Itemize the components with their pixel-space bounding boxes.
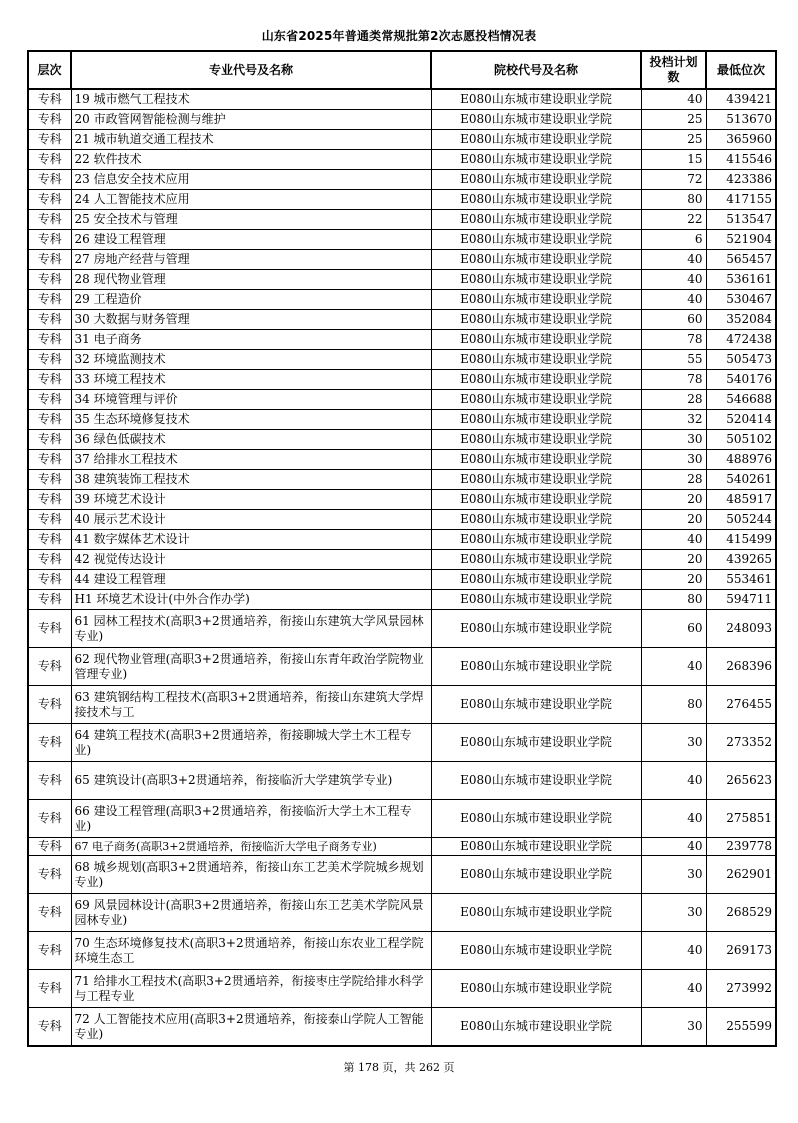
cell-plan: 20 (641, 550, 706, 570)
cell-plan: 78 (641, 330, 706, 350)
cell-rank: 530467 (706, 290, 776, 310)
cell-major: H1 环境艺术设计(中外合作办学) (71, 590, 431, 610)
cell-rank: 472438 (706, 330, 776, 350)
cell-level: 专科 (28, 686, 71, 724)
cell-rank: 365960 (706, 130, 776, 150)
cell-major: 62 现代物业管理(高职3+2贯通培养，衔接山东青年政治学院物业管理专业) (71, 648, 431, 686)
cell-plan: 15 (641, 150, 706, 170)
cell-plan: 40 (641, 762, 706, 800)
table-row (28, 190, 776, 210)
table-row (28, 932, 776, 970)
cell-rank: 417155 (706, 190, 776, 210)
cell-level: 专科 (28, 838, 71, 856)
cell-rank: 262901 (706, 856, 776, 894)
cell-plan: 40 (641, 290, 706, 310)
cell-school: E080山东城市建设职业学院 (431, 130, 641, 150)
cell-major: 71 给排水工程技术(高职3+2贯通培养，衔接枣庄学院给排水科学与工程专业 (71, 970, 431, 1008)
cell-plan: 40 (641, 270, 706, 290)
cell-plan: 30 (641, 450, 706, 470)
table-header-row (28, 51, 776, 89)
cell-rank: 265623 (706, 762, 776, 800)
cell-rank: 520414 (706, 410, 776, 430)
cell-plan: 40 (641, 800, 706, 838)
cell-level: 专科 (28, 350, 71, 370)
cell-plan: 40 (641, 648, 706, 686)
cell-major: 19 城市燃气工程技术 (71, 89, 431, 110)
cell-level: 专科 (28, 648, 71, 686)
cell-major: 26 建设工程管理 (71, 230, 431, 250)
cell-major: 32 环境监测技术 (71, 350, 431, 370)
cell-level: 专科 (28, 230, 71, 250)
cell-level: 专科 (28, 724, 71, 762)
cell-major: 29 工程造价 (71, 290, 431, 310)
cell-rank: 540261 (706, 470, 776, 490)
cell-plan: 30 (641, 430, 706, 450)
table-row (28, 490, 776, 510)
cell-plan: 40 (641, 932, 706, 970)
table-row (28, 510, 776, 530)
cell-level: 专科 (28, 390, 71, 410)
cell-rank: 439265 (706, 550, 776, 570)
cell-school: E080山东城市建设职业学院 (431, 894, 641, 932)
table-row (28, 686, 776, 724)
table-row (28, 350, 776, 370)
table-row (28, 800, 776, 838)
cell-major: 70 生态环境修复技术(高职3+2贯通培养，衔接山东农业工程学院环境生态工 (71, 932, 431, 970)
cell-plan: 40 (641, 530, 706, 550)
cell-school: E080山东城市建设职业学院 (431, 724, 641, 762)
cell-school: E080山东城市建设职业学院 (431, 430, 641, 450)
table-row (28, 290, 776, 310)
cell-major: 44 建设工程管理 (71, 570, 431, 590)
cell-rank: 505244 (706, 510, 776, 530)
cell-school: E080山东城市建设职业学院 (431, 530, 641, 550)
cell-major: 64 建筑工程技术(高职3+2贯通培养，衔接聊城大学土木工程专业) (71, 724, 431, 762)
table-row (28, 390, 776, 410)
cell-school: E080山东城市建设职业学院 (431, 800, 641, 838)
cell-level: 专科 (28, 150, 71, 170)
cell-plan: 80 (641, 590, 706, 610)
cell-plan: 60 (641, 610, 706, 648)
cell-plan: 40 (641, 970, 706, 1008)
cell-major: 38 建筑装饰工程技术 (71, 470, 431, 490)
table-body (28, 89, 776, 1046)
cell-major: 35 生态环境修复技术 (71, 410, 431, 430)
cell-level: 专科 (28, 590, 71, 610)
cell-level: 专科 (28, 490, 71, 510)
cell-plan: 80 (641, 686, 706, 724)
cell-school: E080山东城市建设职业学院 (431, 370, 641, 390)
cell-rank: 553461 (706, 570, 776, 590)
cell-school: E080山东城市建设职业学院 (431, 350, 641, 370)
cell-major: 31 电子商务 (71, 330, 431, 350)
cell-school: E080山东城市建设职业学院 (431, 550, 641, 570)
cell-level: 专科 (28, 470, 71, 490)
cell-school: E080山东城市建设职业学院 (431, 250, 641, 270)
cell-school: E080山东城市建设职业学院 (431, 110, 641, 130)
cell-plan: 40 (641, 250, 706, 270)
cell-rank: 268396 (706, 648, 776, 686)
page-footer: 第 178 页，共 262 页 (343, 1061, 455, 1074)
cell-rank: 268529 (706, 894, 776, 932)
cell-level: 专科 (28, 110, 71, 130)
cell-major: 68 城乡规划(高职3+2贯通培养，衔接山东工艺美术学院城乡规划专业) (71, 856, 431, 894)
cell-major: 22 软件技术 (71, 150, 431, 170)
cell-level: 专科 (28, 1008, 71, 1047)
cell-rank: 239778 (706, 838, 776, 856)
cell-plan: 20 (641, 490, 706, 510)
table-row (28, 590, 776, 610)
cell-major: 20 市政管网智能检测与维护 (71, 110, 431, 130)
cell-plan: 20 (641, 570, 706, 590)
cell-major: 63 建筑钢结构工程技术(高职3+2贯通培养，衔接山东建筑大学焊接技术与工 (71, 686, 431, 724)
cell-rank: 485917 (706, 490, 776, 510)
cell-level: 专科 (28, 800, 71, 838)
cell-level: 专科 (28, 310, 71, 330)
header-major: 专业代号及名称 (71, 51, 431, 89)
cell-major: 23 信息安全技术应用 (71, 170, 431, 190)
cell-school: E080山东城市建设职业学院 (431, 330, 641, 350)
cell-level: 专科 (28, 190, 71, 210)
table-row (28, 894, 776, 932)
cell-major: 27 房地产经营与管理 (71, 250, 431, 270)
cell-school: E080山东城市建设职业学院 (431, 89, 641, 110)
table-row (28, 1008, 776, 1047)
cell-plan: 32 (641, 410, 706, 430)
table-row (28, 410, 776, 430)
table-row (28, 270, 776, 290)
cell-level: 专科 (28, 170, 71, 190)
cell-major: 69 风景园林设计(高职3+2贯通培养，衔接山东工艺美术学院风景园林专业) (71, 894, 431, 932)
cell-school: E080山东城市建设职业学院 (431, 762, 641, 800)
cell-school: E080山东城市建设职业学院 (431, 510, 641, 530)
cell-major: 41 数字媒体艺术设计 (71, 530, 431, 550)
cell-major: 65 建筑设计(高职3+2贯通培养，衔接临沂大学建筑学专业) (71, 762, 431, 800)
cell-level: 专科 (28, 270, 71, 290)
table-row (28, 762, 776, 800)
cell-school: E080山东城市建设职业学院 (431, 570, 641, 590)
cell-school: E080山东城市建设职业学院 (431, 150, 641, 170)
table-row (28, 648, 776, 686)
header-school: 院校代号及名称 (431, 51, 641, 89)
cell-school: E080山东城市建设职业学院 (431, 610, 641, 648)
cell-rank: 276455 (706, 686, 776, 724)
cell-major: 42 视觉传达设计 (71, 550, 431, 570)
page-title: 山东省2025年普通类常规批第2次志愿投档情况表 (261, 29, 537, 43)
cell-school: E080山东城市建设职业学院 (431, 270, 641, 290)
cell-rank: 594711 (706, 590, 776, 610)
table-row (28, 110, 776, 130)
cell-plan: 6 (641, 230, 706, 250)
cell-plan: 28 (641, 470, 706, 490)
cell-level: 专科 (28, 250, 71, 270)
cell-level: 专科 (28, 550, 71, 570)
table-row (28, 150, 776, 170)
cell-school: E080山东城市建设职业学院 (431, 390, 641, 410)
cell-school: E080山东城市建设职业学院 (431, 170, 641, 190)
cell-school: E080山东城市建设职业学院 (431, 686, 641, 724)
cell-rank: 488976 (706, 450, 776, 470)
cell-school: E080山东城市建设职业学院 (431, 210, 641, 230)
cell-major: 28 现代物业管理 (71, 270, 431, 290)
cell-rank: 255599 (706, 1008, 776, 1047)
cell-rank: 505102 (706, 430, 776, 450)
cell-school: E080山东城市建设职业学院 (431, 490, 641, 510)
cell-plan: 80 (641, 190, 706, 210)
table-row (28, 470, 776, 490)
table-row (28, 430, 776, 450)
cell-major: 30 大数据与财务管理 (71, 310, 431, 330)
cell-major: 24 人工智能技术应用 (71, 190, 431, 210)
cell-level: 专科 (28, 570, 71, 590)
cell-level: 专科 (28, 330, 71, 350)
cell-major: 33 环境工程技术 (71, 370, 431, 390)
table-row (28, 610, 776, 648)
cell-major: 66 建设工程管理(高职3+2贯通培养，衔接临沂大学土木工程专业) (71, 800, 431, 838)
cell-major: 34 环境管理与评价 (71, 390, 431, 410)
cell-plan: 25 (641, 130, 706, 150)
cell-rank: 415546 (706, 150, 776, 170)
cell-rank: 513670 (706, 110, 776, 130)
cell-plan: 28 (641, 390, 706, 410)
cell-level: 专科 (28, 932, 71, 970)
table-row (28, 550, 776, 570)
cell-rank: 248093 (706, 610, 776, 648)
cell-school: E080山东城市建设职业学院 (431, 470, 641, 490)
table-row (28, 89, 776, 110)
cell-school: E080山东城市建设职业学院 (431, 970, 641, 1008)
cell-level: 专科 (28, 290, 71, 310)
cell-rank: 439421 (706, 89, 776, 110)
cell-major: 40 展示艺术设计 (71, 510, 431, 530)
cell-rank: 273992 (706, 970, 776, 1008)
cell-level: 专科 (28, 370, 71, 390)
cell-major: 25 安全技术与管理 (71, 210, 431, 230)
table-row (28, 450, 776, 470)
cell-school: E080山东城市建设职业学院 (431, 856, 641, 894)
cell-major: 37 给排水工程技术 (71, 450, 431, 470)
cell-level: 专科 (28, 610, 71, 648)
cell-level: 专科 (28, 970, 71, 1008)
cell-rank: 546688 (706, 390, 776, 410)
table-row (28, 724, 776, 762)
cell-major: 39 环境艺术设计 (71, 490, 431, 510)
cell-school: E080山东城市建设职业学院 (431, 590, 641, 610)
table-row (28, 310, 776, 330)
cell-rank: 273352 (706, 724, 776, 762)
cell-plan: 30 (641, 724, 706, 762)
cell-major (71, 838, 431, 856)
table-row (28, 170, 776, 190)
cell-rank: 521904 (706, 230, 776, 250)
cell-level: 专科 (28, 450, 71, 470)
cell-plan: 72 (641, 170, 706, 190)
cell-level: 专科 (28, 210, 71, 230)
cell-plan: 30 (641, 894, 706, 932)
cell-school: E080山东城市建设职业学院 (431, 410, 641, 430)
cell-major: 61 园林工程技术(高职3+2贯通培养，衔接山东建筑大学风景园林专业) (71, 610, 431, 648)
cell-plan: 78 (641, 370, 706, 390)
cell-level: 专科 (28, 894, 71, 932)
header-level: 层次 (28, 51, 71, 89)
table-row (28, 330, 776, 350)
admission-table (27, 50, 777, 1047)
cell-plan: 22 (641, 210, 706, 230)
cell-school: E080山东城市建设职业学院 (431, 230, 641, 250)
cell-plan: 60 (641, 310, 706, 330)
cell-plan: 40 (641, 838, 706, 856)
cell-major: 36 绿色低碳技术 (71, 430, 431, 450)
cell-level: 专科 (28, 410, 71, 430)
cell-school: E080山东城市建设职业学院 (431, 310, 641, 330)
cell-school: E080山东城市建设职业学院 (431, 290, 641, 310)
cell-plan: 30 (641, 1008, 706, 1047)
table-row (28, 530, 776, 550)
cell-school: E080山东城市建设职业学院 (431, 1008, 641, 1047)
table-row (28, 970, 776, 1008)
cell-plan: 55 (641, 350, 706, 370)
cell-rank: 352084 (706, 310, 776, 330)
cell-rank: 505473 (706, 350, 776, 370)
cell-plan: 30 (641, 856, 706, 894)
cell-level: 专科 (28, 89, 71, 110)
cell-plan: 25 (641, 110, 706, 130)
cell-rank: 275851 (706, 800, 776, 838)
cell-level: 专科 (28, 430, 71, 450)
cell-major: 72 人工智能技术应用(高职3+2贯通培养，衔接泰山学院人工智能专业) (71, 1008, 431, 1047)
cell-rank: 540176 (706, 370, 776, 390)
cell-major-text: 67 电子商务(高职3+2贯通培养，衔接临沂大学电子商务专业) (74, 841, 377, 852)
table-row (28, 856, 776, 894)
table-row (28, 210, 776, 230)
cell-level: 专科 (28, 762, 71, 800)
cell-level: 专科 (28, 510, 71, 530)
table-row (28, 570, 776, 590)
table-row (28, 130, 776, 150)
cell-school: E080山东城市建设职业学院 (431, 648, 641, 686)
cell-rank: 415499 (706, 530, 776, 550)
table-row (28, 838, 776, 856)
table-row (28, 250, 776, 270)
cell-rank: 565457 (706, 250, 776, 270)
cell-level: 专科 (28, 130, 71, 150)
cell-school: E080山东城市建设职业学院 (431, 838, 641, 856)
cell-major: 21 城市轨道交通工程技术 (71, 130, 431, 150)
cell-rank: 423386 (706, 170, 776, 190)
cell-rank: 536161 (706, 270, 776, 290)
cell-plan: 40 (641, 89, 706, 110)
cell-rank: 513547 (706, 210, 776, 230)
cell-school: E080山东城市建设职业学院 (431, 932, 641, 970)
table-row (28, 370, 776, 390)
cell-rank: 269173 (706, 932, 776, 970)
cell-level: 专科 (28, 856, 71, 894)
cell-school: E080山东城市建设职业学院 (431, 190, 641, 210)
header-rank: 最低位次 (706, 51, 776, 89)
cell-plan: 20 (641, 510, 706, 530)
cell-school: E080山东城市建设职业学院 (431, 450, 641, 470)
header-plan: 投档计划数 (641, 51, 706, 89)
table-row (28, 230, 776, 250)
cell-level: 专科 (28, 530, 71, 550)
